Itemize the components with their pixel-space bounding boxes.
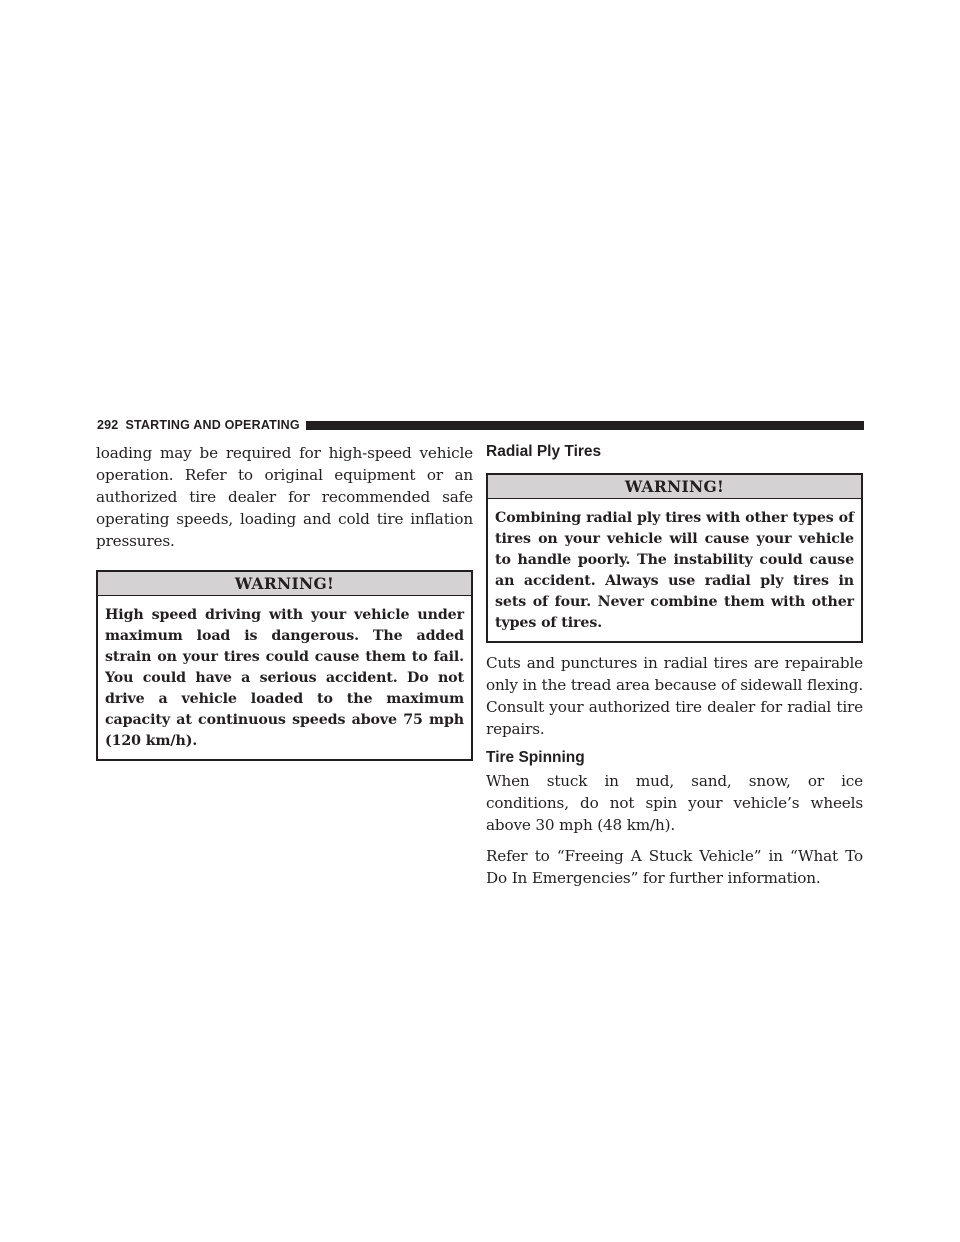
warning-title: WARNING! xyxy=(488,475,861,499)
warning-text: High speed driving with your vehicle under maximum load is dangerous. The added strain on your tires could cause them to fail. You could have a serious accident. Do not drive a vehicle loaded to the maximum capacity at continuous speeds above 75 mph (120 km/h). xyxy=(105,607,464,749)
intro-paragraph: loading may be required for high-speed vehicle operation. Refer to original equipment or an authorized tire dealer for recommended safe operating speeds, loading and cold tire inflation pressures. xyxy=(96,444,473,550)
refer-paragraph: Refer to “Freeing A Stuck Vehicle” in “What To Do In Emergencies” for further information. xyxy=(486,847,863,887)
speed-warning-box xyxy=(96,570,473,761)
warning-text: Combining radial ply tires with other types of tires on your vehicle will cause your vehicle to handle poorly. The instability could cause an accident. Always use radial ply tires in sets of four. Never combine them with other types of tires. xyxy=(495,510,854,631)
left-column xyxy=(96,442,473,761)
page-header xyxy=(97,417,864,433)
page-number: 292 xyxy=(97,418,119,432)
radial-paragraph: Cuts and punctures in radial tires are repairable only in the tread area because of sidewall flexing. Consult your authorized tire dealer for radial tire repairs. xyxy=(486,654,863,738)
section-title: STARTING AND OPERATING xyxy=(125,418,300,432)
warning-title: WARNING! xyxy=(98,572,471,596)
tire-spinning-heading: Tire Spinning xyxy=(486,749,585,766)
radial-warning-box xyxy=(486,473,863,643)
header-rule xyxy=(306,421,864,430)
spinning-paragraph: When stuck in mud, sand, snow, or ice conditions, do not spin your vehicle’s wheels above 30 mph (48 km/h). xyxy=(486,772,863,834)
radial-ply-heading: Radial Ply Tires xyxy=(486,443,602,460)
right-column xyxy=(486,442,863,889)
